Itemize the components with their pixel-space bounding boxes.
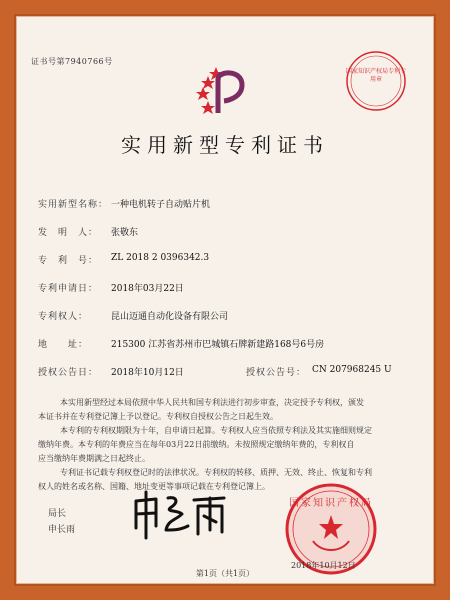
date-handwritten: 2018年10月12日 xyxy=(291,561,356,570)
address-label: 地 址： xyxy=(38,340,89,350)
stamp-top-right-text: 国家知识产权局专利专用章 xyxy=(345,68,406,83)
filing-date-value: 2018年03月22日 xyxy=(111,284,184,294)
inventor-value: 张敬东 xyxy=(111,228,139,238)
announcement-label: 授权公告号： xyxy=(246,368,307,378)
grant-date-label: 授权公告日： xyxy=(38,368,99,378)
paragraph-line-6: 专利证书记载专利权登记时的法律状况。专利权的转移、质押、无效、终止、恢复和专利 xyxy=(60,468,372,477)
paragraph-line-4: 缴纳年费。本专利的年费应当在每年03月22日前缴纳。未按照规定缴纳年费的，专利权自 xyxy=(38,440,355,449)
page-footer: 第1页（共1页） xyxy=(195,569,255,578)
patentee-label: 专利权人： xyxy=(38,312,89,322)
announcement-value: CN 207968245 U xyxy=(312,365,392,375)
address-value: 215300 江苏省苏州市巴城镇石牌新建路168号6号房 xyxy=(111,340,325,350)
official-seal-text: 国家知识产权局 xyxy=(289,498,373,509)
patentee-value: 昆山迈通自动化设备有限公司 xyxy=(111,312,229,322)
name-value: 一种电机转子自动贴片机 xyxy=(111,200,211,210)
certificate-number: 证书号第7940766号 xyxy=(31,57,113,66)
paragraph-line-2: 本证书并在专利登记簿上予以登记。专利权自授权公告之日起生效。 xyxy=(38,412,278,421)
signature-icon xyxy=(126,486,231,541)
grant-date-value: 2018年10月12日 xyxy=(111,368,184,378)
patent-no-label: 专 利 号： xyxy=(38,256,99,266)
document-title: 实用新型专利证书 xyxy=(121,133,329,157)
signer-title: 局长 xyxy=(48,509,67,519)
inventor-label: 发 明 人： xyxy=(38,228,99,238)
paragraph-line-5: 应当缴纳年费期满之日起终止。 xyxy=(38,454,150,463)
cnipa-logo-icon xyxy=(188,61,258,116)
paragraph-line-3: 本专利的专利权期限为十年，自申请日起算。专利权人应当依照专利法及其实施细则规定 xyxy=(60,426,372,435)
name-label: 实用新型名称： xyxy=(38,200,109,210)
filing-date-label: 专利申请日： xyxy=(38,284,99,294)
paragraph-line-1: 本实用新型经过本局依照中华人民共和国专利法进行初步审查，决定授予专利权，颁发 xyxy=(60,398,364,407)
patent-no-value: ZL 2018 2 0396342.3 xyxy=(111,253,210,263)
paragraph-line-7: 权人的姓名或名称、国籍、地址变更等事项记载在专利登记簿上。 xyxy=(38,482,270,491)
certificate-paper xyxy=(14,14,436,586)
signer-name: 申长雨 xyxy=(48,525,76,535)
